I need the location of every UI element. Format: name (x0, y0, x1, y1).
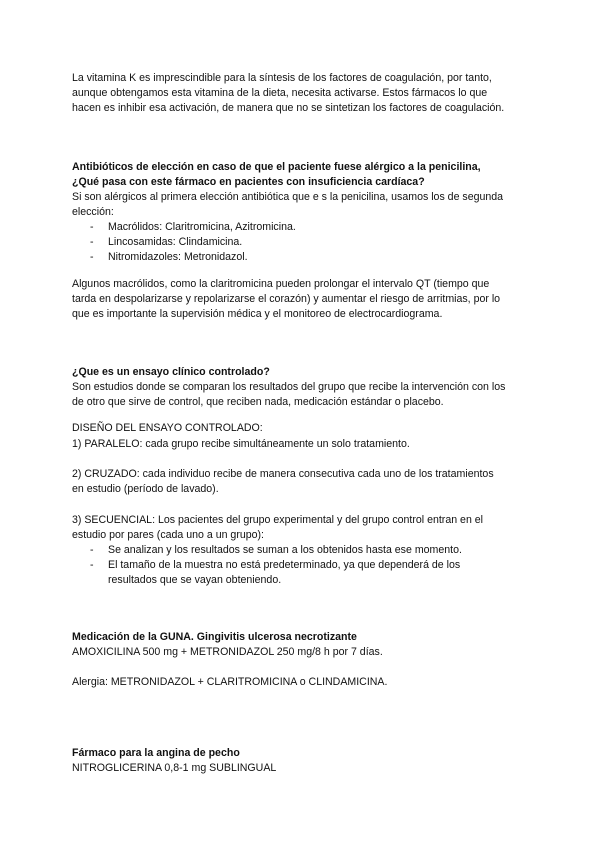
list-item-text: El tamaño de la muestra no está predeterminado, ya que dependerá de los (108, 559, 461, 571)
antibiotics-intro-line-1: Si son alérgicos al primera elección antibiótica que e s la penicilina, usamos los de segunda (72, 191, 504, 203)
bullet-dash: - (90, 544, 94, 556)
list-item-text: Nitromidazoles: Metronidazol. (108, 251, 248, 263)
trial-design-crossover-line-2: en estudio (período de lavado). (72, 483, 219, 495)
list-item (90, 250, 296, 265)
macrolides-paragraph-line-1: Algunos macrólidos, como la claritromicina pueden prolongar el intervalo QT (tiempo que (72, 278, 490, 290)
vitamin-k-paragraph-line-2: aunque obtengamos esta vitamina de la dieta, necesita activarse. Estos fármacos lo que (72, 87, 488, 99)
list-item-text: Macrólidos: Claritromicina, Azitromicina. (108, 221, 296, 233)
guna-allergy-line: Alergia: METRONIDAZOL + CLARITROMICINA o CLINDAMICINA. (72, 676, 388, 688)
antibiotics-heading-line-1: Antibióticos de elección en caso de que el paciente fuese alérgico a la penicilina, (72, 161, 481, 173)
angina-medication-line: NITROGLICERINA 0,8-1 mg SUBLINGUAL (72, 762, 277, 774)
clinical-trial-heading: ¿Que es un ensayo clínico controlado? (72, 366, 270, 378)
clinical-trial-intro-line-1: Son estudios donde se comparan los resultados del grupo que recibe la intervención con los (72, 381, 506, 393)
list-item (90, 235, 296, 250)
macrolides-paragraph-line-2: tarda en despolarizarse y repolarizarse el corazón) y aumentar el riesgo de arritmias, por lo (72, 293, 501, 305)
sequential-list (90, 543, 462, 588)
guna-heading: Medicación de la GUNA. Gingivitis ulcerosa necrotizante (72, 631, 357, 643)
trial-design-parallel: 1) PARALELO: cada grupo recibe simultáneamente un solo tratamiento. (72, 438, 410, 450)
vitamin-k-paragraph-line-3: hacen es inhibir esa activación, de manera que no se sintetizan los factores de coagulación. (72, 102, 505, 114)
list-item-text: Se analizan y los resultados se suman a los obtenidos hasta ese momento. (108, 544, 462, 556)
list-item-text: Lincosamidas: Clindamicina. (108, 236, 243, 248)
angina-heading: Fármaco para la angina de pecho (72, 747, 240, 759)
antibiotics-list (90, 220, 296, 265)
trial-design-sequential-line-2: estudio por pares (cada uno a un grupo): (72, 529, 264, 541)
bullet-dash: - (90, 251, 94, 263)
trial-design-title: DISEÑO DEL ENSAYO CONTROLADO: (72, 422, 263, 434)
vitamin-k-paragraph-line-1: La vitamina K es imprescindible para la síntesis de los factores de coagulación, por tanto, (72, 72, 492, 84)
trial-design-crossover-line-1: 2) CRUZADO: cada individuo recibe de manera consecutiva cada uno de los tratamientos (72, 468, 494, 480)
list-item-text-continued: resultados que se vayan obteniendo. (108, 574, 282, 586)
antibiotics-heading-line-2: ¿Qué pasa con este fármaco en pacientes con insuficiencia cardíaca? (72, 176, 425, 188)
guna-medication-line: AMOXICILINA 500 mg + METRONIDAZOL 250 mg/8 h por 7 días. (72, 646, 383, 658)
clinical-trial-intro-line-2: de otro que sirve de control, que reciben nada, medicación estándar o placebo. (72, 396, 444, 408)
antibiotics-intro-line-2: elección: (72, 206, 114, 218)
bullet-dash: - (90, 221, 94, 233)
list-item (90, 558, 462, 588)
list-item (90, 543, 462, 558)
trial-design-sequential-line-1: 3) SECUENCIAL: Los pacientes del grupo experimental y del grupo control entran en el (72, 514, 484, 526)
list-item (90, 220, 296, 235)
bullet-dash: - (90, 559, 94, 571)
bullet-dash: - (90, 236, 94, 248)
macrolides-paragraph-line-3: que es importante la supervisión médica y el monitoreo de electrocardiograma. (72, 308, 443, 320)
